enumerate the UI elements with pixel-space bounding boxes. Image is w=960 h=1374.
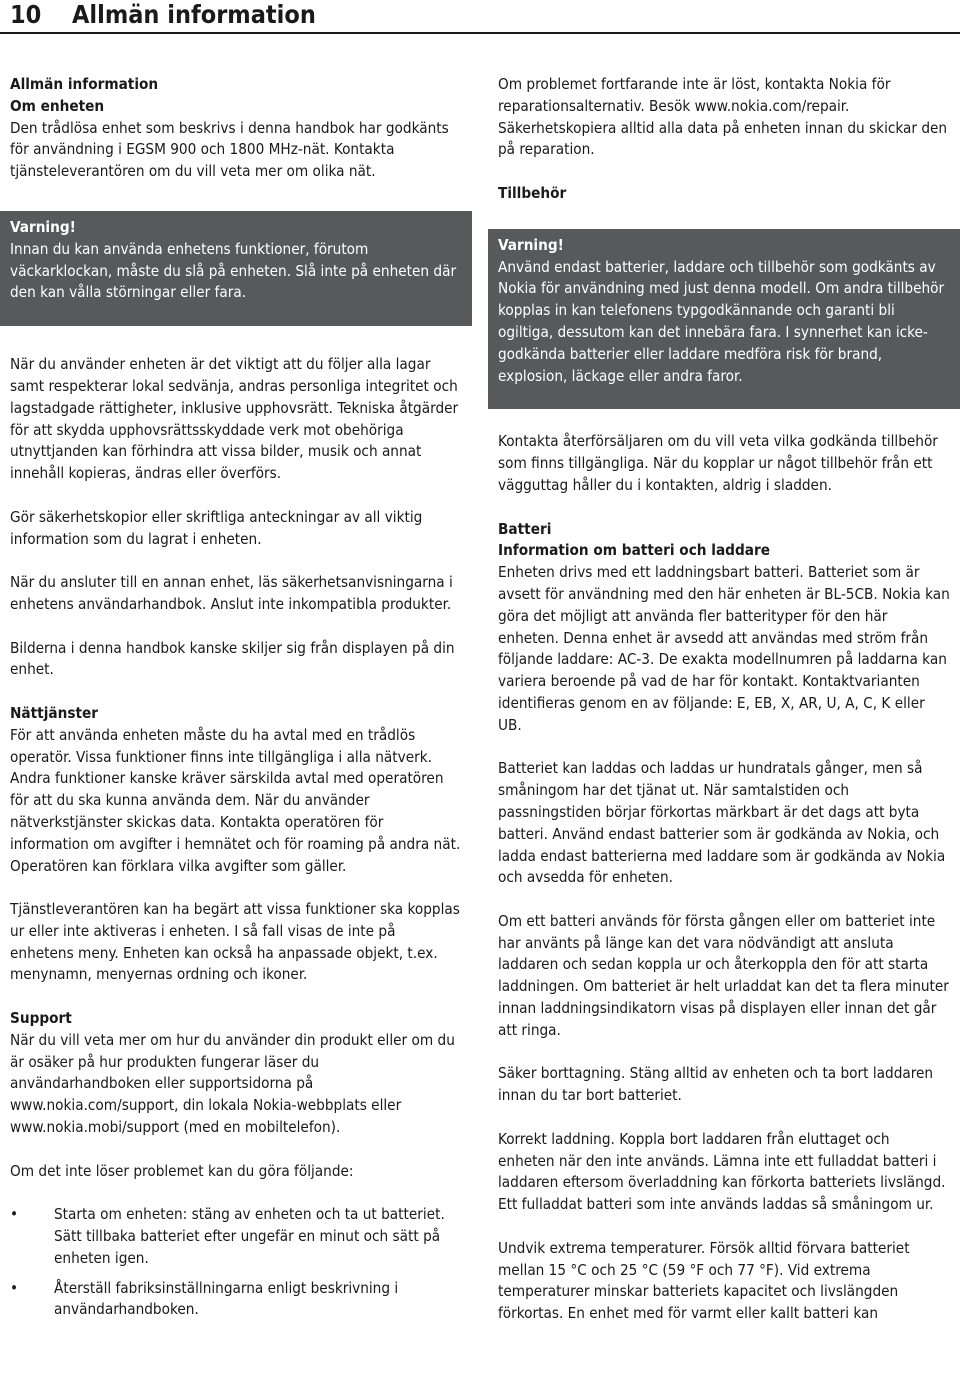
battery-subheading: Information om batteri och laddare xyxy=(498,541,770,560)
about-text: Den trådlösa enhet som beskrivs i denna handbok har godkänts för användning i EGSM 900 och 1800 MHz-nät. Kontakta tjänsteleverantören om du vill veta mer om olika nät. xyxy=(10,118,449,181)
network-heading: Nättjänster xyxy=(10,703,99,722)
about-heading: Om enheten xyxy=(10,96,105,115)
page-number: 10 xyxy=(10,0,42,29)
support-heading: Support xyxy=(10,1009,72,1028)
accessories-text: Kontakta återförsäljaren om du vill veta vilka godkända tillbehör som finns tillgängliga. När du kopplar ur något tillbehör från ett vägguttag håller du i kontakten, aldrig i sladden. xyxy=(498,432,938,494)
battery-text-5: Korrekt laddning. Koppla bort laddaren från eluttaget och enheten när den inte används. Lämna inte ett fulladdat batteri i laddaren eftersom överladdning kan förkorta batteriets livslängd. Ett fulladdat batteri som inte används laddas så småningom ur. xyxy=(498,1129,946,1214)
warning-box-accessories xyxy=(488,229,960,410)
warning-text: Innan du kan använda enhetens funktioner, förutom väckarklockan, måste du slå på enheten. Slå inte på enheten där den kan vålla störningar eller fara. xyxy=(10,239,457,302)
repair-text: Om problemet fortfarande inte är löst, kontakta Nokia för reparationsalternativ. Besök www.nokia.com/repair. Säkerhetskopiera alltid alla data på enheten innan du skickar den på reparation. xyxy=(498,75,948,159)
bullet-icon: • xyxy=(10,1205,19,1224)
list-item: • Återställ fabriksinställningarna enligt beskrivning i användarhandboken. xyxy=(10,1278,399,1319)
support-intro: Om det inte löser problemet kan du göra följande: xyxy=(10,1161,354,1180)
network-text-2: Tjänstleverantören kan ha begärt att vissa funktioner ska kopplas ur eller inte aktiveras i enheten. I så fall visas de inte på enhetens meny. Enheten kan också ha anpassade objekt, t.ex. menynamn, menyernas ordning och ikoner. xyxy=(10,900,460,984)
battery-heading: Batteri xyxy=(498,519,552,538)
warning-title: Varning! xyxy=(498,235,564,254)
backup-paragraph: Gör säkerhetskopior eller skriftliga anteckningar av all viktig information som du lagrat i enheten. xyxy=(10,507,423,548)
battery-text-4: Säker borttagning. Stäng alltid av enheten och ta bort laddaren innan du tar bort batteriet. xyxy=(498,1064,934,1105)
left-column xyxy=(10,74,462,1321)
right-column xyxy=(498,74,950,1325)
list-item: • Starta om enheten: stäng av enheten och ta ut batteriet. Sätt tillbaka batteriet efter ungefär en minut och sätt på enheten igen. xyxy=(10,1205,445,1267)
network-text: För att använda enheten måste du ha avtal med en trådlös operatör. Vissa funktioner finns inte tillgängliga i alla nätverk. Andra funktioner kanske kräver särskilda avtal med operatören för att du ska kunna använda dem. När du använder nätverkstjänster skickas data. Kontakta operatören för information om avgifter i hemnätet och för roaming på andra nät. Operatören kan förklara vilka avgifter som gäller. xyxy=(10,725,461,875)
warning-box-device xyxy=(0,211,472,326)
battery-text-1: Enheten drivs med ett laddningsbart batteri. Batteriet som är avsett för användning med den här enheten är BL-5CB. Nokia kan göra det möjligt att använda fler batterityper för den här enheten. Denna enhet är avsedd att användas med ström från följande laddare: AC-3. De exakta modellnumren på laddarna kan variera beroende på vad de har för kontakt. Kontaktvarianten identifieras genom en av följande: E, EB, X, AR, U, A, C, K eller UB. xyxy=(498,563,950,734)
connect-paragraph: När du ansluter till en annan enhet, läs säkerhetsanvisningarna i enhetens användarhandbok. Anslut inte inkompatibla produkter. xyxy=(10,573,453,613)
bullet-icon: • xyxy=(10,1278,19,1297)
battery-text-6: Undvik extrema temperaturer. Försök alltid förvara batteriet mellan 15 °C och 25 °C (59 °F och 77 °F). Vid extrema temperaturer minskar batteriets kapacitet och livslängden förkortas. En enhet med för varmt eller kallt batteri kan xyxy=(498,1238,910,1323)
legal-paragraph: När du använder enheten är det viktigt att du följer alla lagar samt respekterar lokal sedvänja, andras personliga integritet och lagstadgade rättigheter, inklusive upphovsrätt. Tekniska åtgärder för att skydda upphovsrättsskyddade verk mot obehöriga utnyttjanden kan förhindra att vissa bilder, musik och annat innehåll kopieras, ändras eller överförs. xyxy=(10,355,459,483)
page-header xyxy=(0,0,960,34)
page-title: Allmän information xyxy=(72,0,316,29)
warning-title: Varning! xyxy=(10,217,76,236)
accessories-heading: Tillbehör xyxy=(498,183,567,202)
support-text: När du vill veta mer om hur du använder din produkt eller om du är osäker på hur produkten fungerar läser du användarhandboken eller supportsidorna på www.nokia.com/support, din lokala Nokia-webbplats eller www.nokia.mobi/support (med en mobiltelefon). xyxy=(10,1030,455,1137)
warning-text: Använd endast batterier, laddare och tillbehör som godkänts av Nokia för användning med just denna modell. Om andra tillbehör kopplas in kan telefonens typgodkännande och garanti bli ogiltiga, dessutom kan det innebära fara. I synnerhet kan icke-godkända batterier eller laddare medföra risk för brand, explosion, läckage eller andra faror. xyxy=(498,257,945,385)
images-paragraph: Bilderna i denna handbok kanske skiljer sig från displayen på din enhet. xyxy=(10,638,455,679)
battery-text-3: Om ett batteri används för första gången eller om batteriet inte har använts på länge kan det vara nödvändigt att ansluta laddaren och sedan koppla ur och återkoppla den för att starta laddningen. Om batteriet är helt urladdat kan det ta flera minuter innan laddningsindikatorn visas på displayen eller innan det går att ringa. xyxy=(498,911,949,1039)
support-list xyxy=(10,1204,462,1321)
section-title: Allmän information xyxy=(10,75,159,93)
battery-text-2: Batteriet kan laddas och laddas ur hundratals gånger, men så småningom har det tjänat ut. När samtalstiden och passningstiden börjar förkortas märkbart är det dags att byta batteri. Använd endast batterier som är godkända av Nokia, och ladda endast batterierna med laddare som är godkända av Nokia och avsedda för enheten. xyxy=(498,759,946,887)
